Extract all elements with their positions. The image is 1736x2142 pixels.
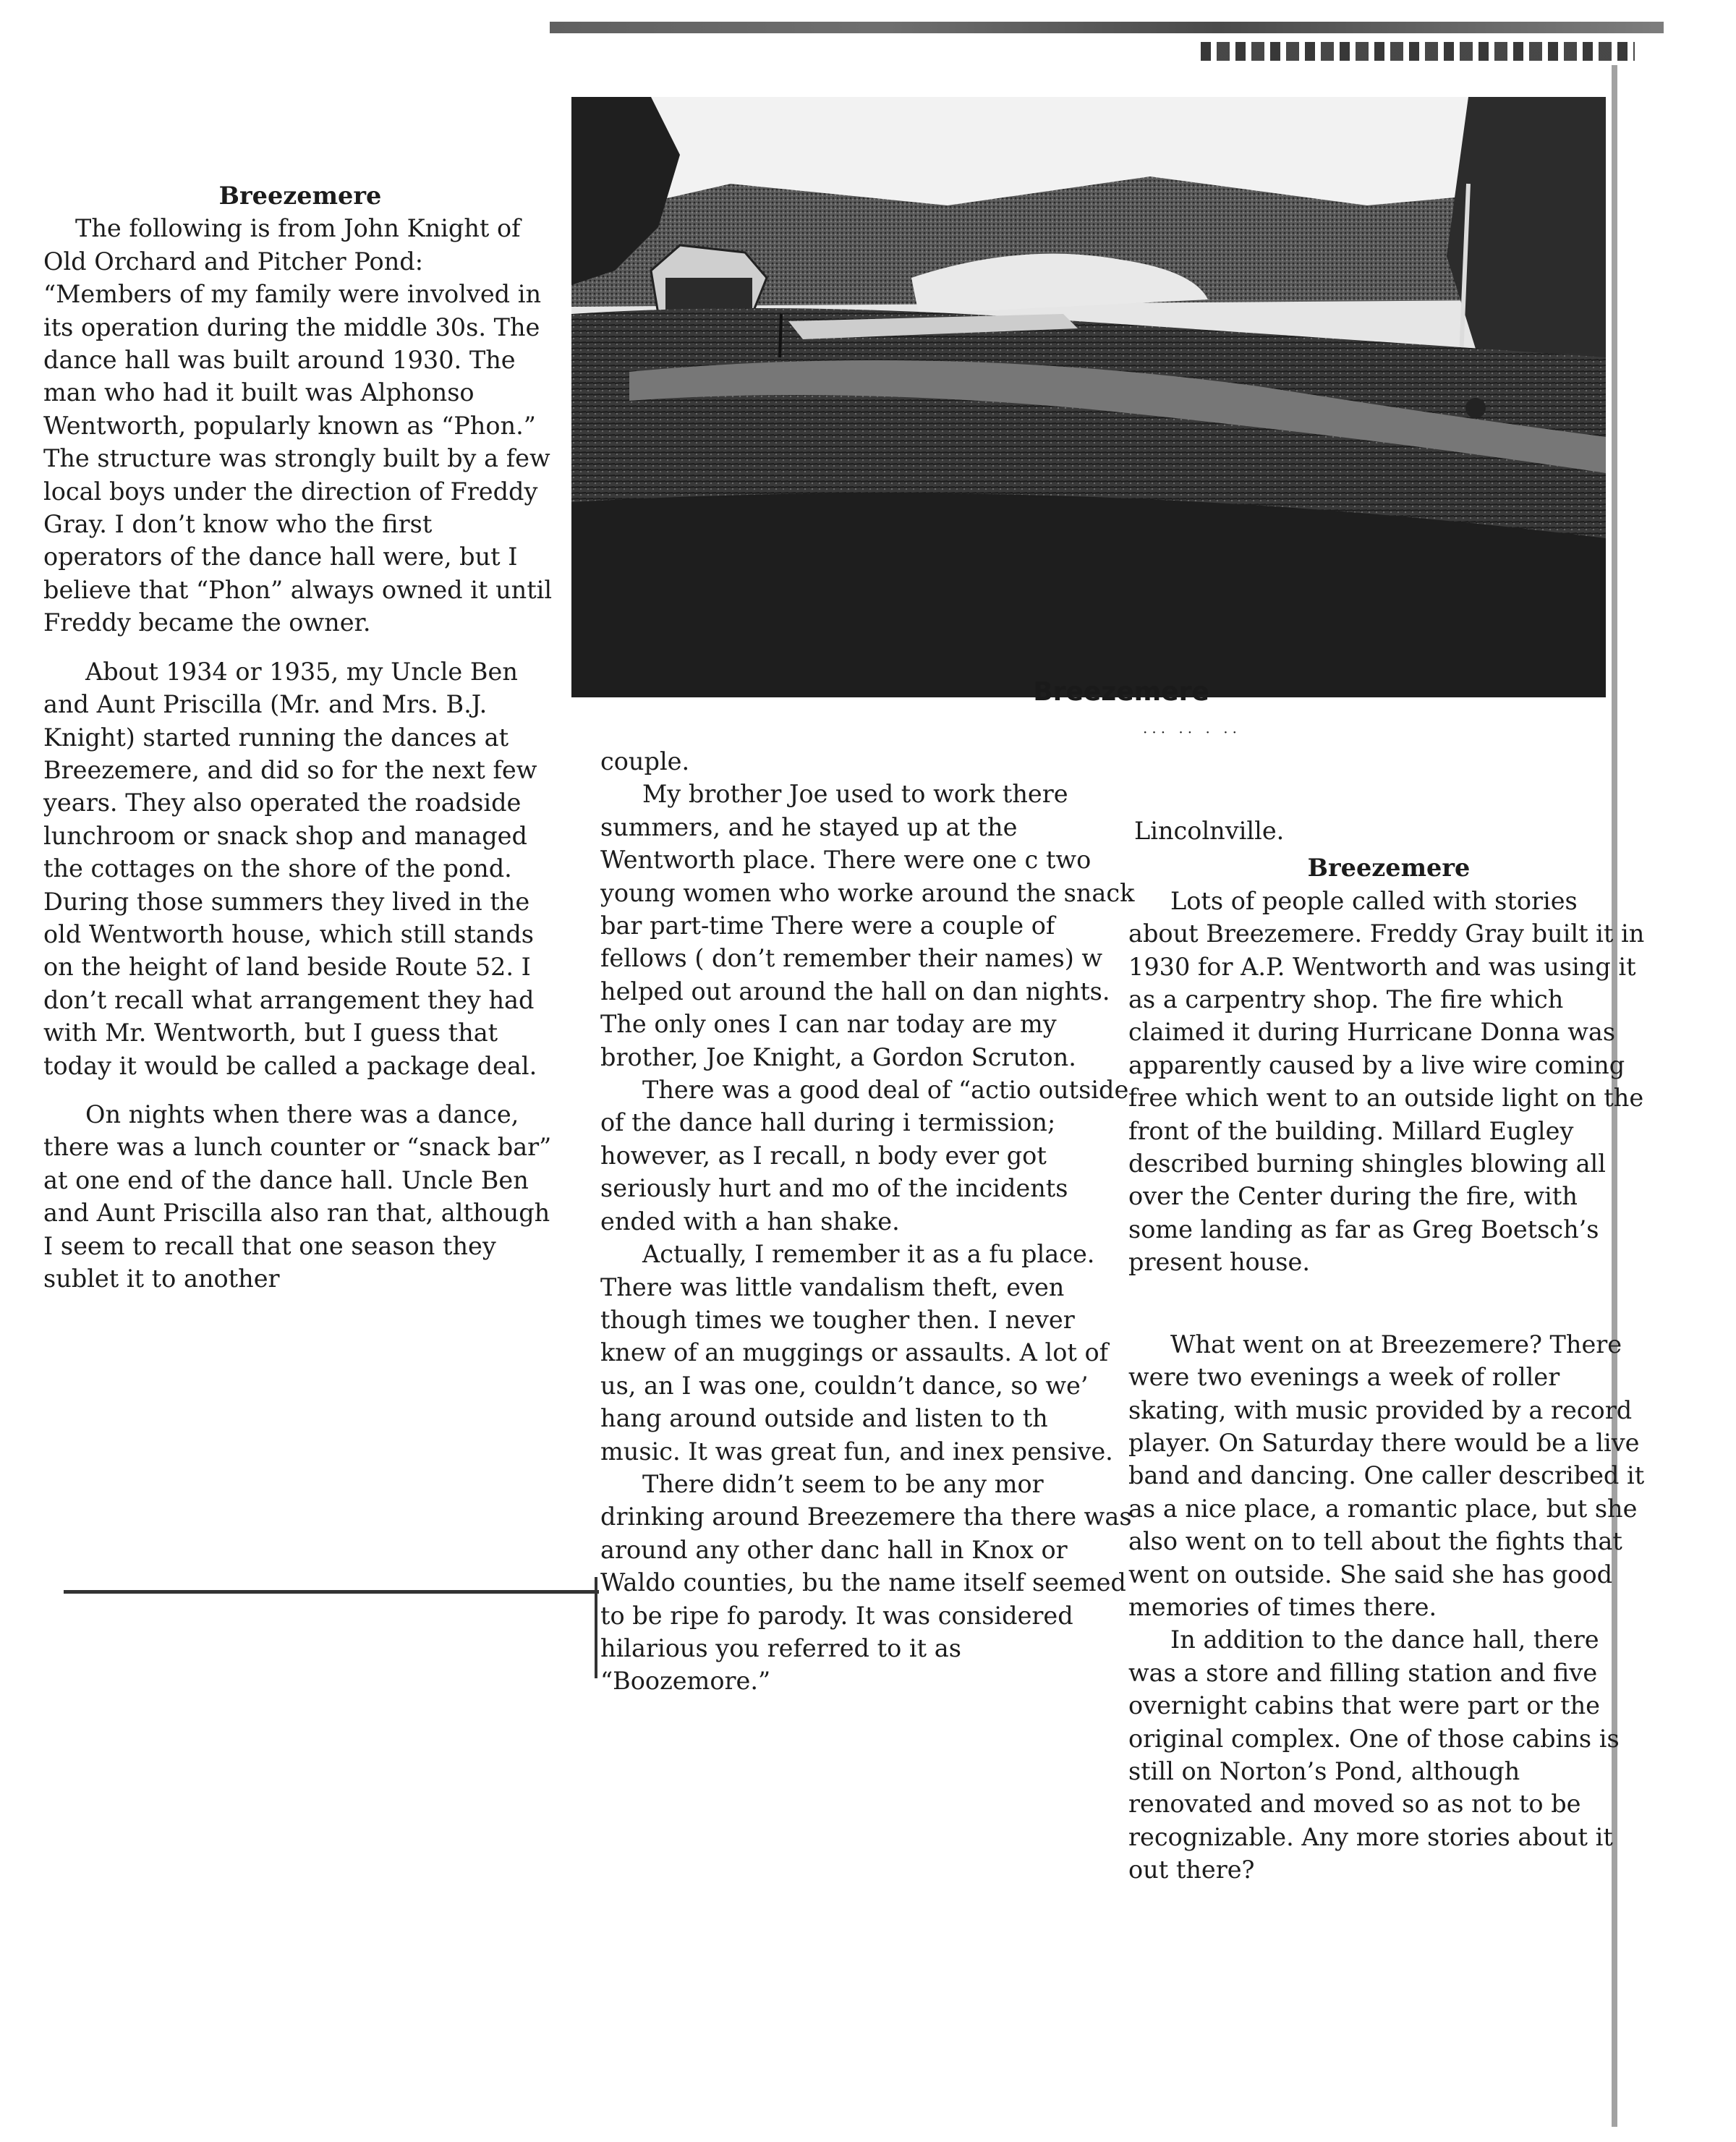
column-2-paragraph: Actually, I remember it as a fu place. There was little vandalism theft, even though times we tougher then. I never knew of an muggings or assaults. A lot of us, an I was one, couldn’t dance, so we’ hang around outside and listen to th music. It was great fun, and inex pensive. <box>600 1240 1113 1466</box>
column-2-paragraph: couple. <box>600 747 690 775</box>
column-1-heading: Breezemere <box>218 182 382 210</box>
breezemere-photo <box>571 97 1606 697</box>
column-3-paragraph: In addition to the dance hall, there was a store and filling station and five overnight cabins that were part or the original complex. One of those cabins is still on Norton’s Pond, although renovated and moved so as not to be recognizable. Any more stories about it out there? <box>1128 1625 1620 1884</box>
cut-off-text: ··· ·· · ·· <box>1143 723 1241 741</box>
column-3-paragraph: What went on at Breezemere? There were two evenings a week of roller skating, with music provided by a record player. On Saturday there would be a live band and dancing. One caller described it as a nice place, a romantic place, but she also went on to tell about the fights that went on outside. She said she has good memories of times there. <box>1128 1330 1645 1621</box>
landscape-image <box>571 97 1606 697</box>
photo-caption: Breezemere <box>1033 677 1209 707</box>
horizontal-rule <box>64 1590 599 1594</box>
scan-edge-top <box>550 22 1664 33</box>
column-2-paragraph: My brother Joe used to work there summers, and he stayed up at the Wentworth place. There were one c two young women who worke around the snack bar part-time There were a couple of fellows ( don’t remember their names) w helped out around the hall on dan nights. The only ones I can nar today are my brother, Joe Knight, a Gordon Scruton. <box>600 780 1135 1071</box>
scan-edge-torn <box>1201 42 1635 61</box>
vertical-rule <box>595 1577 597 1678</box>
column-1-paragraph: The following is from John Knight of Old Orchard and Pitcher Pond: “Members of my family were involved in its operation during the middle 30s. The dance hall was built around 1930. The man who had it built was Alphonso Wentworth, popularly known as “Phon.” The structure was strongly built by a few local boys under the direction of Freddy Gray. I don’t know who the first operators of the dance hall were, but I believe that “Phon” always owned it until Freddy became the owner. <box>43 214 553 637</box>
column-1-paragraph: About 1934 or 1935, my Uncle Ben and Aunt Priscilla (Mr. and Mrs. B.J. Knight) started running the dances at Breezemere, and did so for the next few years. They also operated the roadside lunchroom or snack shop and managed the cottages on the shore of the pond. During those summers they lived in the old Wentworth house, which still stands on the height of land beside Route 52. I don’t recall what arrangement they had with Mr. Wentworth, but I guess that today it would be called a package deal. <box>43 657 537 1080</box>
column-2 <box>600 745 1136 1698</box>
column-1 <box>43 179 557 1295</box>
column-2-paragraph: There was a good deal of “actio outside of the dance hall during i termission; however, as I recall, n body ever got seriously hurt and mo of the incidents ended with a han shake. <box>600 1076 1129 1236</box>
column-3-heading: Breezemere <box>1307 854 1471 883</box>
column-1-paragraph: On nights when there was a dance, there was a lunch counter or “snack bar” at one end of the dance hall. Uncle Ben and Aunt Priscilla also ran that, although I seem to recall that one season they sublet it to another <box>43 1100 552 1293</box>
column-3-paragraph: Lots of people called with stories about Breezemere. Freddy Gray built it in 1930 for A.P. Wentworth and was using it as a carpentry shop. The fire which claimed it during Hurricane Donna was apparently caused by a live wire coming free which went to an outside light on the front of the building. Millard Eugley described burning shingles blowing all over the Center during the fire, with some landing as far as Greg Boetsch’s present house. <box>1128 886 1645 1277</box>
column-2-paragraph: There didn’t seem to be any mor drinking around Breezemere tha there was around any other danc hall in Knox or Waldo counties, bu the name itself seemed to be ripe fo parody. It was considered hilarious you referred to it as “Boozemore.” <box>600 1469 1132 1696</box>
column-3-fragment: Lincolnville. <box>1134 817 1285 845</box>
column-3 <box>1128 815 1649 1887</box>
